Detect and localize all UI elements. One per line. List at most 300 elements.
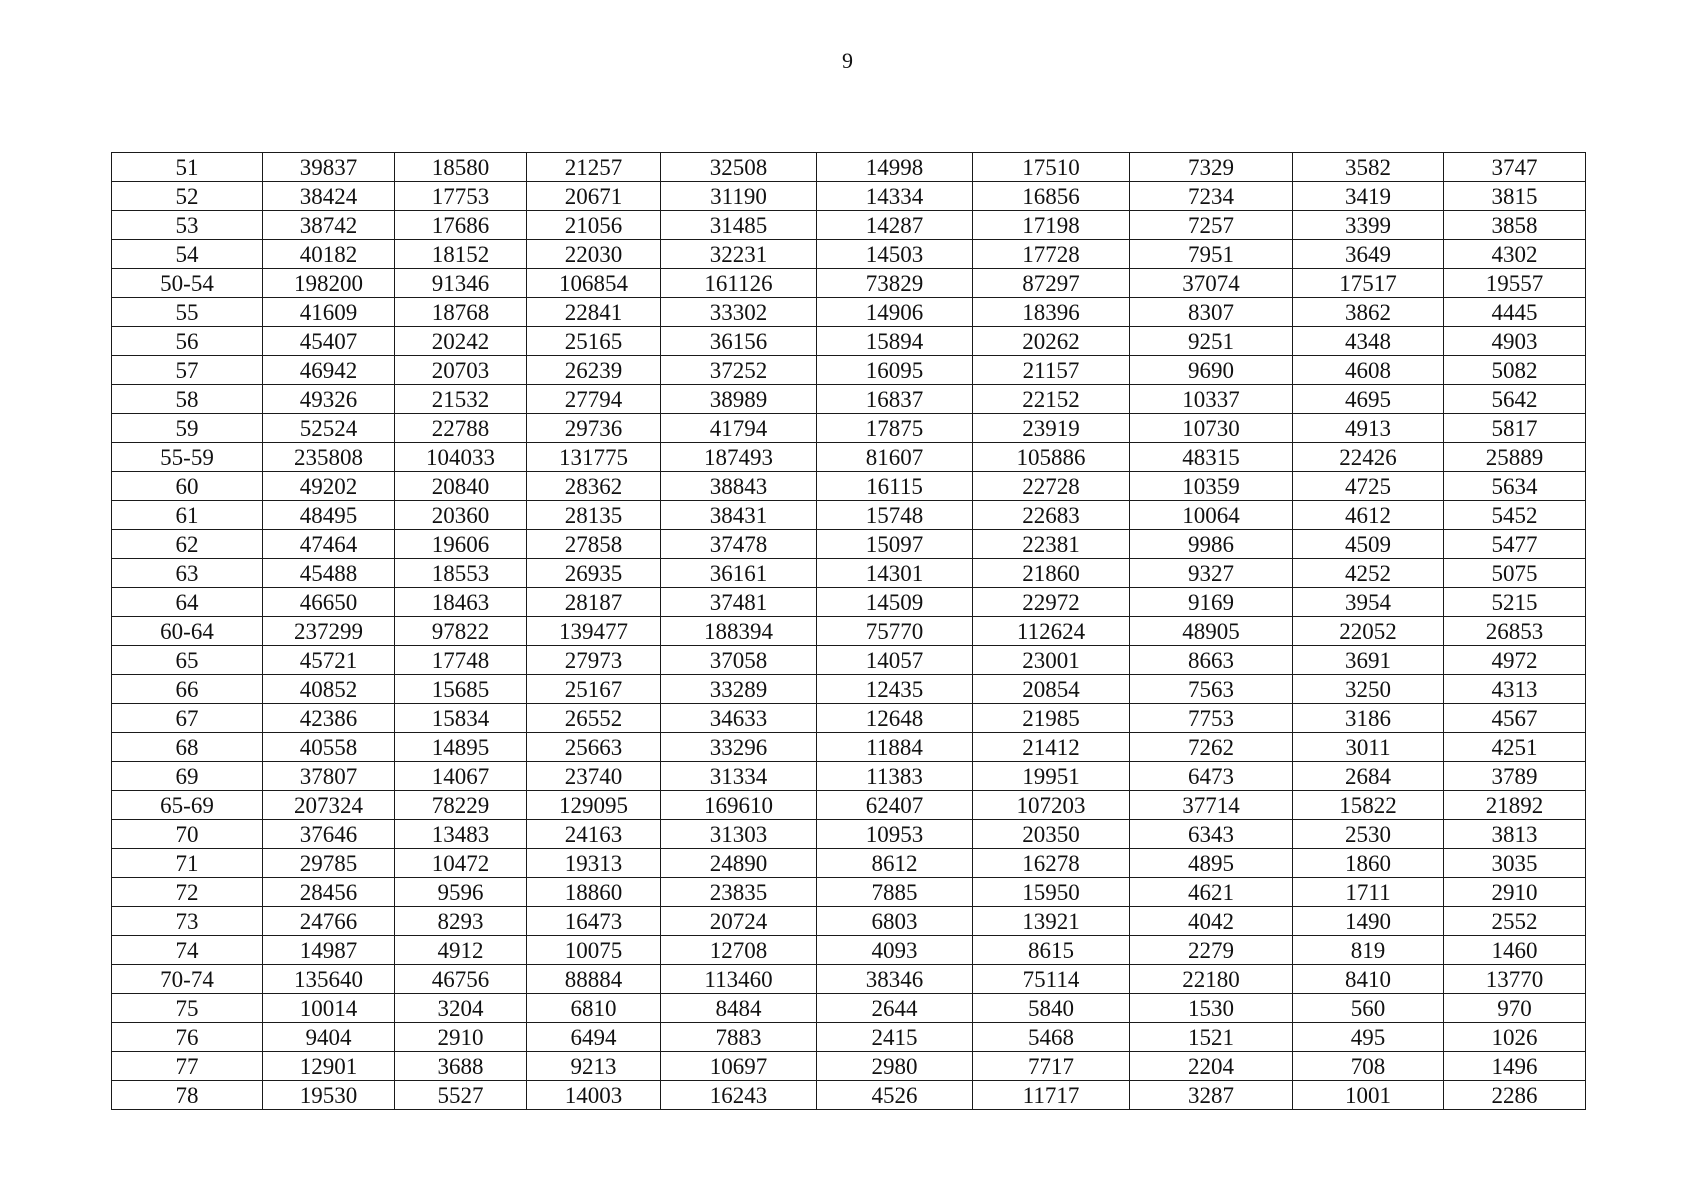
age-cell: 76 — [112, 1023, 263, 1052]
age-cell: 62 — [112, 530, 263, 559]
value-cell: 4608 — [1293, 356, 1444, 385]
value-cell: 4302 — [1444, 240, 1586, 269]
value-cell: 22728 — [973, 472, 1130, 501]
value-cell: 113460 — [661, 965, 817, 994]
table-row — [112, 762, 1586, 791]
value-cell: 8484 — [661, 994, 817, 1023]
value-cell: 7951 — [1130, 240, 1293, 269]
value-cell: 6473 — [1130, 762, 1293, 791]
value-cell: 819 — [1293, 936, 1444, 965]
value-cell: 31190 — [661, 182, 817, 211]
value-cell: 3250 — [1293, 675, 1444, 704]
value-cell: 5634 — [1444, 472, 1586, 501]
value-cell: 39837 — [263, 153, 395, 182]
value-cell: 1711 — [1293, 878, 1444, 907]
table-row — [112, 1081, 1586, 1110]
value-cell: 22841 — [527, 298, 661, 327]
value-cell: 48495 — [263, 501, 395, 530]
value-cell: 15950 — [973, 878, 1130, 907]
value-cell: 26552 — [527, 704, 661, 733]
table-row — [112, 733, 1586, 762]
table-row — [112, 530, 1586, 559]
value-cell: 17510 — [973, 153, 1130, 182]
value-cell: 560 — [1293, 994, 1444, 1023]
value-cell: 1490 — [1293, 907, 1444, 936]
value-cell: 29785 — [263, 849, 395, 878]
value-cell: 33289 — [661, 675, 817, 704]
value-cell: 28362 — [527, 472, 661, 501]
value-cell: 17198 — [973, 211, 1130, 240]
value-cell: 24766 — [263, 907, 395, 936]
value-cell: 37058 — [661, 646, 817, 675]
table-row — [112, 820, 1586, 849]
value-cell: 12648 — [817, 704, 973, 733]
value-cell: 27973 — [527, 646, 661, 675]
value-cell: 8307 — [1130, 298, 1293, 327]
value-cell: 88884 — [527, 965, 661, 994]
value-cell: 9169 — [1130, 588, 1293, 617]
value-cell: 10730 — [1130, 414, 1293, 443]
value-cell: 3204 — [395, 994, 527, 1023]
value-cell: 3688 — [395, 1052, 527, 1081]
age-cell: 68 — [112, 733, 263, 762]
value-cell: 2279 — [1130, 936, 1293, 965]
value-cell: 161126 — [661, 269, 817, 298]
table-row — [112, 588, 1586, 617]
value-cell: 40182 — [263, 240, 395, 269]
value-cell: 25889 — [1444, 443, 1586, 472]
table-row — [112, 675, 1586, 704]
value-cell: 12435 — [817, 675, 973, 704]
value-cell: 25663 — [527, 733, 661, 762]
value-cell: 14057 — [817, 646, 973, 675]
value-cell: 1001 — [1293, 1081, 1444, 1110]
age-cell: 55 — [112, 298, 263, 327]
table-row — [112, 617, 1586, 646]
value-cell: 2980 — [817, 1052, 973, 1081]
value-cell: 9327 — [1130, 559, 1293, 588]
value-cell: 14998 — [817, 153, 973, 182]
value-cell: 38989 — [661, 385, 817, 414]
value-cell: 10064 — [1130, 501, 1293, 530]
value-cell: 2910 — [395, 1023, 527, 1052]
value-cell: 2552 — [1444, 907, 1586, 936]
value-cell: 22030 — [527, 240, 661, 269]
value-cell: 4913 — [1293, 414, 1444, 443]
value-cell: 15894 — [817, 327, 973, 356]
value-cell: 21892 — [1444, 791, 1586, 820]
value-cell: 2530 — [1293, 820, 1444, 849]
age-cell: 54 — [112, 240, 263, 269]
value-cell: 5215 — [1444, 588, 1586, 617]
value-cell: 46756 — [395, 965, 527, 994]
value-cell: 3813 — [1444, 820, 1586, 849]
age-cell: 67 — [112, 704, 263, 733]
table-row — [112, 356, 1586, 385]
value-cell: 26935 — [527, 559, 661, 588]
table-row — [112, 994, 1586, 1023]
page-number: 9 — [842, 48, 853, 73]
value-cell: 16115 — [817, 472, 973, 501]
value-cell: 495 — [1293, 1023, 1444, 1052]
value-cell: 31485 — [661, 211, 817, 240]
value-cell: 3419 — [1293, 182, 1444, 211]
value-cell: 16856 — [973, 182, 1130, 211]
value-cell: 17753 — [395, 182, 527, 211]
value-cell: 5075 — [1444, 559, 1586, 588]
value-cell: 10697 — [661, 1052, 817, 1081]
table-row — [112, 965, 1586, 994]
value-cell: 41794 — [661, 414, 817, 443]
value-cell: 4912 — [395, 936, 527, 965]
value-cell: 1530 — [1130, 994, 1293, 1023]
value-cell: 37252 — [661, 356, 817, 385]
value-cell: 22788 — [395, 414, 527, 443]
value-cell: 3858 — [1444, 211, 1586, 240]
value-cell: 37074 — [1130, 269, 1293, 298]
value-cell: 14895 — [395, 733, 527, 762]
value-cell: 107203 — [973, 791, 1130, 820]
value-cell: 46942 — [263, 356, 395, 385]
value-cell: 37478 — [661, 530, 817, 559]
value-cell: 135640 — [263, 965, 395, 994]
value-cell: 49326 — [263, 385, 395, 414]
value-cell: 1860 — [1293, 849, 1444, 878]
age-cell: 58 — [112, 385, 263, 414]
value-cell: 18553 — [395, 559, 527, 588]
value-cell: 4567 — [1444, 704, 1586, 733]
table-row — [112, 646, 1586, 675]
value-cell: 14287 — [817, 211, 973, 240]
value-cell: 4695 — [1293, 385, 1444, 414]
value-cell: 41609 — [263, 298, 395, 327]
value-cell: 8663 — [1130, 646, 1293, 675]
value-cell: 188394 — [661, 617, 817, 646]
age-cell: 75 — [112, 994, 263, 1023]
table-row — [112, 936, 1586, 965]
population-table — [111, 152, 1586, 1110]
value-cell: 16243 — [661, 1081, 817, 1110]
value-cell: 37807 — [263, 762, 395, 791]
value-cell: 970 — [1444, 994, 1586, 1023]
value-cell: 4093 — [817, 936, 973, 965]
value-cell: 19557 — [1444, 269, 1586, 298]
value-cell: 23740 — [527, 762, 661, 791]
value-cell: 9404 — [263, 1023, 395, 1052]
value-cell: 17517 — [1293, 269, 1444, 298]
value-cell: 22152 — [973, 385, 1130, 414]
table-row — [112, 1052, 1586, 1081]
value-cell: 2204 — [1130, 1052, 1293, 1081]
value-cell: 7753 — [1130, 704, 1293, 733]
value-cell: 37646 — [263, 820, 395, 849]
value-cell: 24890 — [661, 849, 817, 878]
value-cell: 18152 — [395, 240, 527, 269]
value-cell: 24163 — [527, 820, 661, 849]
age-cell: 51 — [112, 153, 263, 182]
value-cell: 9986 — [1130, 530, 1293, 559]
value-cell: 32508 — [661, 153, 817, 182]
value-cell: 15834 — [395, 704, 527, 733]
value-cell: 104033 — [395, 443, 527, 472]
age-cell: 61 — [112, 501, 263, 530]
value-cell: 20350 — [973, 820, 1130, 849]
table-row — [112, 240, 1586, 269]
value-cell: 4313 — [1444, 675, 1586, 704]
value-cell: 3815 — [1444, 182, 1586, 211]
value-cell: 7257 — [1130, 211, 1293, 240]
value-cell: 20703 — [395, 356, 527, 385]
value-cell: 25165 — [527, 327, 661, 356]
value-cell: 5840 — [973, 994, 1130, 1023]
value-cell: 29736 — [527, 414, 661, 443]
value-cell: 5477 — [1444, 530, 1586, 559]
value-cell: 3649 — [1293, 240, 1444, 269]
table-row — [112, 849, 1586, 878]
value-cell: 3582 — [1293, 153, 1444, 182]
value-cell: 49202 — [263, 472, 395, 501]
value-cell: 42386 — [263, 704, 395, 733]
value-cell: 75114 — [973, 965, 1130, 994]
value-cell: 4509 — [1293, 530, 1444, 559]
age-cell: 78 — [112, 1081, 263, 1110]
value-cell: 31303 — [661, 820, 817, 849]
value-cell: 18860 — [527, 878, 661, 907]
value-cell: 33302 — [661, 298, 817, 327]
value-cell: 10472 — [395, 849, 527, 878]
age-cell: 77 — [112, 1052, 263, 1081]
value-cell: 17686 — [395, 211, 527, 240]
value-cell: 14067 — [395, 762, 527, 791]
age-cell: 69 — [112, 762, 263, 791]
value-cell: 5452 — [1444, 501, 1586, 530]
value-cell: 52524 — [263, 414, 395, 443]
value-cell: 17748 — [395, 646, 527, 675]
value-cell: 16095 — [817, 356, 973, 385]
value-cell: 8615 — [973, 936, 1130, 965]
age-cell: 57 — [112, 356, 263, 385]
value-cell: 13483 — [395, 820, 527, 849]
value-cell: 5642 — [1444, 385, 1586, 414]
value-cell: 129095 — [527, 791, 661, 820]
value-cell: 14301 — [817, 559, 973, 588]
table-row — [112, 878, 1586, 907]
value-cell: 6803 — [817, 907, 973, 936]
value-cell: 28187 — [527, 588, 661, 617]
value-cell: 11884 — [817, 733, 973, 762]
value-cell: 7329 — [1130, 153, 1293, 182]
value-cell: 4526 — [817, 1081, 973, 1110]
value-cell: 26853 — [1444, 617, 1586, 646]
value-cell: 2910 — [1444, 878, 1586, 907]
value-cell: 40852 — [263, 675, 395, 704]
value-cell: 4972 — [1444, 646, 1586, 675]
value-cell: 97822 — [395, 617, 527, 646]
value-cell: 62407 — [817, 791, 973, 820]
value-cell: 4251 — [1444, 733, 1586, 762]
value-cell: 14503 — [817, 240, 973, 269]
value-cell: 47464 — [263, 530, 395, 559]
age-cell: 60 — [112, 472, 263, 501]
value-cell: 13921 — [973, 907, 1130, 936]
value-cell: 3011 — [1293, 733, 1444, 762]
value-cell: 6343 — [1130, 820, 1293, 849]
value-cell: 23835 — [661, 878, 817, 907]
value-cell: 3287 — [1130, 1081, 1293, 1110]
age-cell: 52 — [112, 182, 263, 211]
age-cell: 60-64 — [112, 617, 263, 646]
value-cell: 73829 — [817, 269, 973, 298]
value-cell: 5817 — [1444, 414, 1586, 443]
value-cell: 33296 — [661, 733, 817, 762]
value-cell: 32231 — [661, 240, 817, 269]
value-cell: 78229 — [395, 791, 527, 820]
value-cell: 237299 — [263, 617, 395, 646]
table-row — [112, 791, 1586, 820]
value-cell: 11717 — [973, 1081, 1130, 1110]
value-cell: 7883 — [661, 1023, 817, 1052]
value-cell: 22972 — [973, 588, 1130, 617]
value-cell: 22426 — [1293, 443, 1444, 472]
value-cell: 4252 — [1293, 559, 1444, 588]
value-cell: 708 — [1293, 1052, 1444, 1081]
value-cell: 27794 — [527, 385, 661, 414]
value-cell: 18396 — [973, 298, 1130, 327]
age-cell: 64 — [112, 588, 263, 617]
value-cell: 6810 — [527, 994, 661, 1023]
value-cell: 15097 — [817, 530, 973, 559]
table-body — [112, 153, 1586, 1110]
value-cell: 38424 — [263, 182, 395, 211]
value-cell: 9213 — [527, 1052, 661, 1081]
value-cell: 21257 — [527, 153, 661, 182]
value-cell: 31334 — [661, 762, 817, 791]
value-cell: 15685 — [395, 675, 527, 704]
value-cell: 38843 — [661, 472, 817, 501]
value-cell: 17728 — [973, 240, 1130, 269]
value-cell: 15748 — [817, 501, 973, 530]
table-row — [112, 298, 1586, 327]
value-cell: 20671 — [527, 182, 661, 211]
value-cell: 10014 — [263, 994, 395, 1023]
value-cell: 26239 — [527, 356, 661, 385]
value-cell: 5468 — [973, 1023, 1130, 1052]
value-cell: 1496 — [1444, 1052, 1586, 1081]
value-cell: 7262 — [1130, 733, 1293, 762]
value-cell: 23001 — [973, 646, 1130, 675]
value-cell: 14509 — [817, 588, 973, 617]
value-cell: 14003 — [527, 1081, 661, 1110]
value-cell: 20724 — [661, 907, 817, 936]
table-row — [112, 211, 1586, 240]
table-row — [112, 443, 1586, 472]
value-cell: 3186 — [1293, 704, 1444, 733]
value-cell: 45488 — [263, 559, 395, 588]
table-row — [112, 1023, 1586, 1052]
value-cell: 13770 — [1444, 965, 1586, 994]
value-cell: 28135 — [527, 501, 661, 530]
value-cell: 22180 — [1130, 965, 1293, 994]
value-cell: 16473 — [527, 907, 661, 936]
value-cell: 38742 — [263, 211, 395, 240]
value-cell: 4725 — [1293, 472, 1444, 501]
value-cell: 40558 — [263, 733, 395, 762]
table-row — [112, 385, 1586, 414]
value-cell: 38431 — [661, 501, 817, 530]
value-cell: 91346 — [395, 269, 527, 298]
value-cell: 16278 — [973, 849, 1130, 878]
value-cell: 8293 — [395, 907, 527, 936]
value-cell: 21860 — [973, 559, 1130, 588]
table-row — [112, 559, 1586, 588]
age-cell: 70-74 — [112, 965, 263, 994]
value-cell: 3399 — [1293, 211, 1444, 240]
value-cell: 17875 — [817, 414, 973, 443]
value-cell: 7885 — [817, 878, 973, 907]
value-cell: 112624 — [973, 617, 1130, 646]
table-row — [112, 907, 1586, 936]
value-cell: 4895 — [1130, 849, 1293, 878]
value-cell: 19530 — [263, 1081, 395, 1110]
value-cell: 18768 — [395, 298, 527, 327]
value-cell: 81607 — [817, 443, 973, 472]
table-row — [112, 269, 1586, 298]
value-cell: 37481 — [661, 588, 817, 617]
age-cell: 59 — [112, 414, 263, 443]
value-cell: 22683 — [973, 501, 1130, 530]
value-cell: 20242 — [395, 327, 527, 356]
value-cell: 21056 — [527, 211, 661, 240]
value-cell: 3691 — [1293, 646, 1444, 675]
value-cell: 3862 — [1293, 298, 1444, 327]
value-cell: 20854 — [973, 675, 1130, 704]
value-cell: 131775 — [527, 443, 661, 472]
value-cell: 28456 — [263, 878, 395, 907]
value-cell: 21532 — [395, 385, 527, 414]
table-row — [112, 153, 1586, 182]
value-cell: 18580 — [395, 153, 527, 182]
value-cell: 7234 — [1130, 182, 1293, 211]
value-cell: 48315 — [1130, 443, 1293, 472]
value-cell: 14334 — [817, 182, 973, 211]
value-cell: 1026 — [1444, 1023, 1586, 1052]
value-cell: 25167 — [527, 675, 661, 704]
value-cell: 37714 — [1130, 791, 1293, 820]
value-cell: 14906 — [817, 298, 973, 327]
value-cell: 16837 — [817, 385, 973, 414]
value-cell: 12901 — [263, 1052, 395, 1081]
value-cell: 4445 — [1444, 298, 1586, 327]
value-cell: 139477 — [527, 617, 661, 646]
age-cell: 70 — [112, 820, 263, 849]
value-cell: 2644 — [817, 994, 973, 1023]
value-cell: 105886 — [973, 443, 1130, 472]
age-cell: 53 — [112, 211, 263, 240]
value-cell: 106854 — [527, 269, 661, 298]
value-cell: 27858 — [527, 530, 661, 559]
value-cell: 10953 — [817, 820, 973, 849]
value-cell: 3789 — [1444, 762, 1586, 791]
value-cell: 19606 — [395, 530, 527, 559]
value-cell: 5082 — [1444, 356, 1586, 385]
value-cell: 4612 — [1293, 501, 1444, 530]
value-cell: 10359 — [1130, 472, 1293, 501]
value-cell: 45721 — [263, 646, 395, 675]
value-cell: 87297 — [973, 269, 1130, 298]
value-cell: 169610 — [661, 791, 817, 820]
value-cell: 235808 — [263, 443, 395, 472]
value-cell: 2286 — [1444, 1081, 1586, 1110]
